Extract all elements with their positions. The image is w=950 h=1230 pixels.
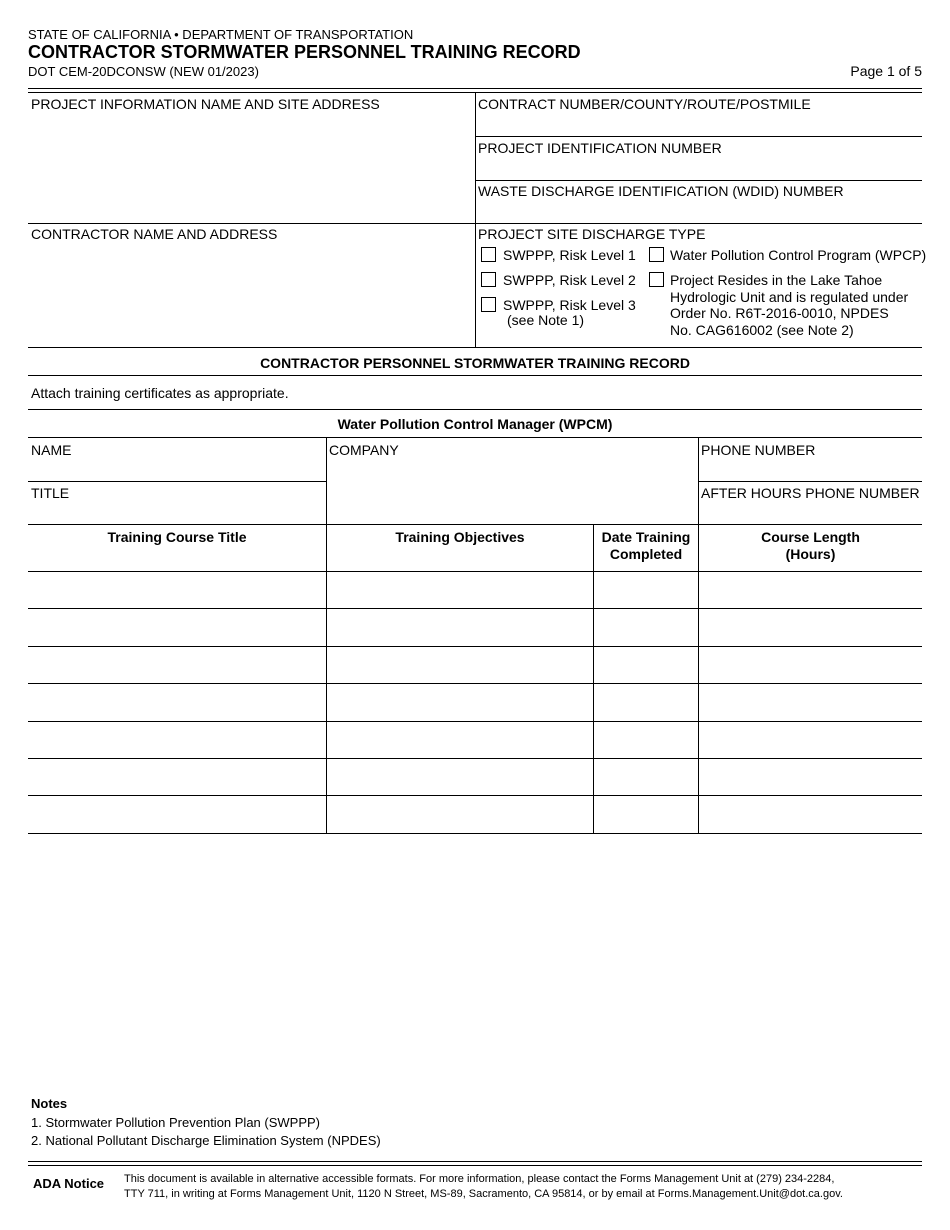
risk-level-3-note: (see Note 1) bbox=[507, 312, 585, 328]
objectives-cell[interactable] bbox=[327, 684, 593, 720]
lake-tahoe-label-2: Hydrologic Unit and is regulated under bbox=[670, 289, 909, 305]
wpcm-title: Water Pollution Control Manager (WPCM) bbox=[337, 416, 613, 432]
course-length-cell[interactable] bbox=[699, 722, 922, 758]
project-name-address-field[interactable] bbox=[28, 93, 475, 223]
risk-level-2-label: SWPPP, Risk Level 2 bbox=[503, 272, 636, 288]
course-length-cell[interactable] bbox=[699, 684, 922, 720]
col-length-line1: Course Length bbox=[761, 529, 860, 545]
course-length-cell[interactable] bbox=[699, 759, 922, 795]
course-title-cell[interactable] bbox=[28, 722, 326, 758]
lake-tahoe-label-3: Order No. R6T-2016-0010, NPDES bbox=[670, 305, 889, 321]
wpcm-name-label: NAME bbox=[31, 442, 72, 458]
course-title-cell[interactable] bbox=[28, 572, 326, 608]
wpcm-title-field[interactable] bbox=[28, 482, 326, 524]
course-title-cell[interactable] bbox=[28, 796, 326, 832]
wpcm-phone-label: PHONE NUMBER bbox=[701, 442, 816, 458]
rule bbox=[28, 375, 922, 376]
rule bbox=[28, 1165, 922, 1166]
rule bbox=[28, 347, 922, 348]
course-title-cell[interactable] bbox=[28, 647, 326, 683]
date-completed-cell[interactable] bbox=[594, 722, 698, 758]
ada-notice-line-2: TTY 711, in writing at Forms Management Unit, 1120 N Street, MS-89, Sacramento, CA 95814, or by email at Forms.Management.Unit@dot.ca.gov. bbox=[124, 1188, 843, 1200]
date-completed-cell[interactable] bbox=[594, 609, 698, 645]
objectives-cell[interactable] bbox=[327, 609, 593, 645]
page-indicator: Page 1 of 5 bbox=[850, 63, 922, 79]
table-row-rule bbox=[28, 833, 922, 834]
contract-number-label: CONTRACT NUMBER/COUNTY/ROUTE/POSTMILE bbox=[478, 96, 811, 112]
lake-tahoe-checkbox[interactable] bbox=[649, 272, 664, 287]
risk-level-3-label: SWPPP, Risk Level 3 bbox=[503, 297, 636, 313]
note-1: 1. Stormwater Pollution Prevention Plan (SWPPP) bbox=[31, 1115, 321, 1130]
risk-level-3-checkbox[interactable] bbox=[481, 297, 496, 312]
contractor-name-address-label: CONTRACTOR NAME AND ADDRESS bbox=[31, 226, 278, 242]
col-objectives: Training Objectives bbox=[395, 529, 525, 545]
wpcp-checkbox[interactable] bbox=[649, 247, 664, 262]
ada-notice-line-1: This document is available in alternative accessible formats. For more information, please contact the Forms Management Unit at (279) 234-2284, bbox=[124, 1173, 835, 1185]
wdid-label: WASTE DISCHARGE IDENTIFICATION (WDID) NUMBER bbox=[478, 183, 844, 199]
objectives-cell[interactable] bbox=[327, 759, 593, 795]
training-record-title: CONTRACTOR PERSONNEL STORMWATER TRAINING RECORD bbox=[260, 355, 690, 371]
course-length-cell[interactable] bbox=[699, 572, 922, 608]
objectives-cell[interactable] bbox=[327, 796, 593, 832]
risk-level-1-label: SWPPP, Risk Level 1 bbox=[503, 247, 636, 263]
contractor-name-address-field[interactable] bbox=[28, 224, 475, 347]
attach-note: Attach training certificates as appropriate. bbox=[31, 385, 289, 401]
risk-level-2-checkbox[interactable] bbox=[481, 272, 496, 287]
date-completed-cell[interactable] bbox=[594, 759, 698, 795]
wpcp-label: Water Pollution Control Program (WPCP) bbox=[670, 247, 927, 263]
wpcm-company-label: COMPANY bbox=[329, 442, 399, 458]
objectives-cell[interactable] bbox=[327, 647, 593, 683]
rule bbox=[28, 1161, 922, 1162]
form-number: DOT CEM-20DCONSW (NEW 01/2023) bbox=[28, 64, 259, 79]
lake-tahoe-label-4: No. CAG616002 (see Note 2) bbox=[670, 322, 854, 338]
objectives-cell[interactable] bbox=[327, 722, 593, 758]
course-length-cell[interactable] bbox=[699, 609, 922, 645]
course-title-cell[interactable] bbox=[28, 759, 326, 795]
form-title: CONTRACTOR STORMWATER PERSONNEL TRAINING RECORD bbox=[28, 42, 581, 62]
col-length-line2: (Hours) bbox=[785, 546, 836, 562]
notes-heading: Notes bbox=[31, 1096, 68, 1111]
wpcm-after-hours-label: AFTER HOURS PHONE NUMBER bbox=[701, 485, 920, 501]
col-course-title: Training Course Title bbox=[107, 529, 247, 545]
agency-line: STATE OF CALIFORNIA • DEPARTMENT OF TRANSPORTATION bbox=[28, 27, 414, 42]
wpcm-title-label: TITLE bbox=[31, 485, 70, 501]
course-length-cell[interactable] bbox=[699, 796, 922, 832]
top-rule bbox=[28, 88, 922, 89]
risk-level-1-checkbox[interactable] bbox=[481, 247, 496, 262]
wpcm-name-field[interactable] bbox=[28, 438, 326, 481]
discharge-type-label: PROJECT SITE DISCHARGE TYPE bbox=[478, 226, 706, 242]
course-title-cell[interactable] bbox=[28, 684, 326, 720]
project-id-label: PROJECT IDENTIFICATION NUMBER bbox=[478, 140, 722, 156]
objectives-cell[interactable] bbox=[327, 572, 593, 608]
date-completed-cell[interactable] bbox=[594, 684, 698, 720]
course-length-cell[interactable] bbox=[699, 647, 922, 683]
ada-notice-label: ADA Notice bbox=[33, 1176, 105, 1191]
rule bbox=[28, 524, 922, 525]
course-title-cell[interactable] bbox=[28, 609, 326, 645]
date-completed-cell[interactable] bbox=[594, 572, 698, 608]
lake-tahoe-label-1: Project Resides in the Lake Tahoe bbox=[670, 272, 883, 288]
col-date-line2: Completed bbox=[609, 546, 683, 562]
rule bbox=[28, 409, 922, 410]
col-date-line1: Date Training bbox=[601, 529, 691, 545]
date-completed-cell[interactable] bbox=[594, 647, 698, 683]
date-completed-cell[interactable] bbox=[594, 796, 698, 832]
project-name-address-label: PROJECT INFORMATION NAME AND SITE ADDRESS bbox=[31, 96, 380, 112]
note-2: 2. National Pollutant Discharge Elimination System (NPDES) bbox=[31, 1133, 381, 1148]
